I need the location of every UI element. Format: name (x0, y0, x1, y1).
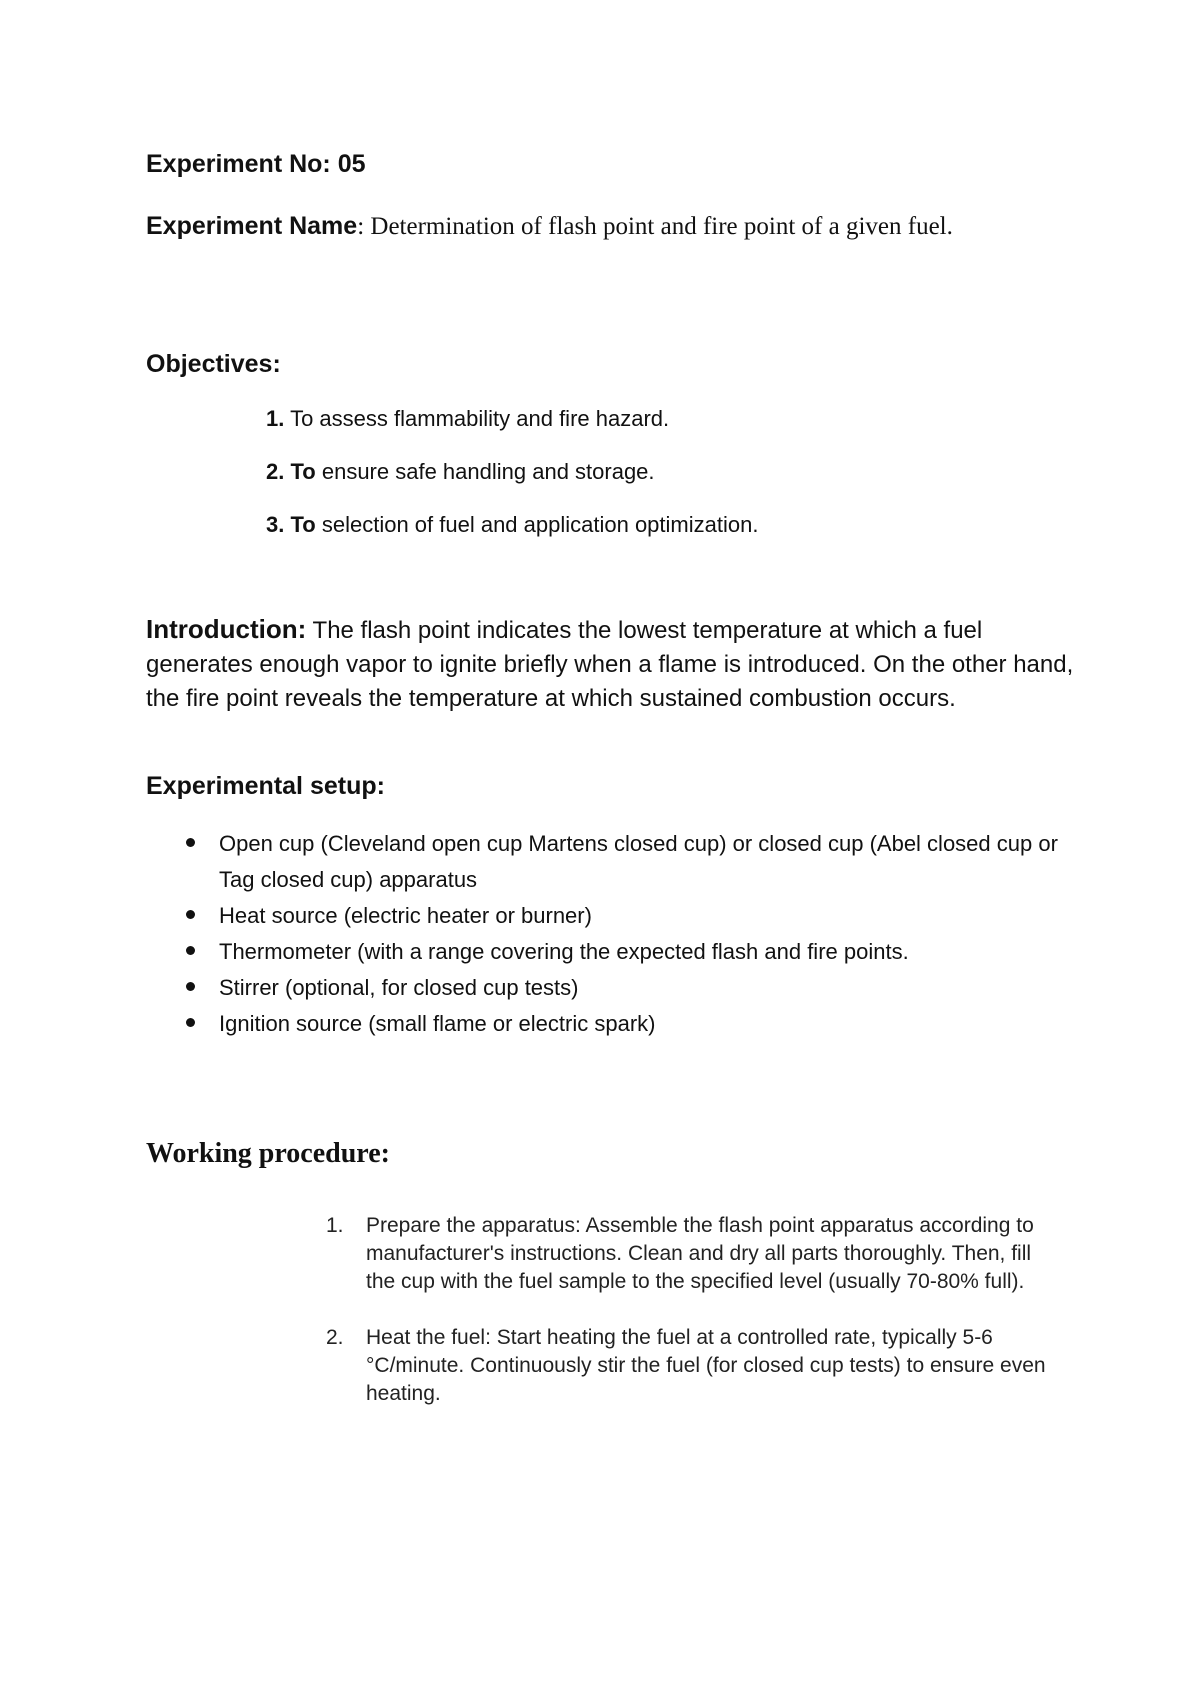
objective-text: ensure safe handling and storage. (315, 459, 655, 484)
objectives-heading: Objectives: (146, 350, 281, 378)
bullet-icon (186, 838, 195, 847)
experiment-name-label: Experiment Name (146, 212, 358, 240)
objective-lead: To (290, 459, 316, 484)
objectives-list (266, 404, 758, 563)
setup-item-text: Heat source (electric heater or burner) (219, 903, 592, 928)
setup-item-text: Stirrer (optional, for closed cup tests) (219, 975, 579, 1000)
procedure-text: Prepare the apparatus: Assemble the flash point apparatus according to manufacturer's instructions. Clean and dry all parts thoroughly. Then, fill the cup with the fuel sample to the specified level (usually 70-80% full). (366, 1214, 1034, 1293)
setup-item (186, 826, 1086, 898)
setup-item (186, 1006, 1086, 1042)
objective-number: 2. (266, 459, 285, 484)
bullet-icon (186, 1018, 195, 1027)
objective-text: To assess flammability and fire hazard. (290, 406, 670, 431)
setup-item (186, 970, 1086, 1006)
introduction-text: The flash point indicates the lowest temperature at which a fuel generates enough vapor to ignite briefly when a flame is introduced. On the other hand, the fire point reveals the temperature at which sustained combustion occurs. (146, 617, 1074, 712)
procedure-item (326, 1212, 1066, 1296)
setup-heading: Experimental setup: (146, 772, 385, 800)
procedure-heading: Working procedure: (146, 1138, 390, 1169)
setup-item-text: Open cup (Cleveland open cup Martens closed cup) or closed cup (Abel closed cup or Tag closed cup) apparatus (219, 831, 1058, 892)
setup-item-text: Ignition source (small flame or electric spark) (219, 1011, 656, 1036)
procedure-item (326, 1324, 1066, 1408)
objective-item (266, 404, 758, 457)
bullet-icon (186, 946, 195, 955)
procedure-list (326, 1212, 1066, 1436)
setup-list (186, 826, 1086, 1042)
objective-lead: To (290, 512, 316, 537)
experiment-number: Experiment No: 05 (146, 150, 366, 178)
introduction-label: Introduction: (146, 614, 307, 644)
objective-number: 1. (266, 406, 285, 431)
objective-text: selection of fuel and application optimization. (315, 512, 759, 537)
procedure-number: 1. (326, 1214, 344, 1237)
setup-item (186, 898, 1086, 934)
objective-item (266, 510, 758, 563)
procedure-number: 2. (326, 1326, 344, 1349)
introduction-paragraph (146, 612, 1076, 716)
setup-item-text: Thermometer (with a range covering the expected flash and fire points. (219, 939, 909, 964)
objective-item (266, 457, 758, 510)
setup-item (186, 934, 1086, 970)
bullet-icon (186, 910, 195, 919)
experiment-name-value: : Determination of flash point and fire point of a given fuel. (357, 213, 953, 240)
procedure-text: Heat the fuel: Start heating the fuel at a controlled rate, typically 5-6 °C/minute. Continuously stir the fuel (for closed cup tests) to ensure even heating. (366, 1326, 1046, 1405)
bullet-icon (186, 982, 195, 991)
experiment-name (146, 208, 1046, 248)
objective-number: 3. (266, 512, 285, 537)
